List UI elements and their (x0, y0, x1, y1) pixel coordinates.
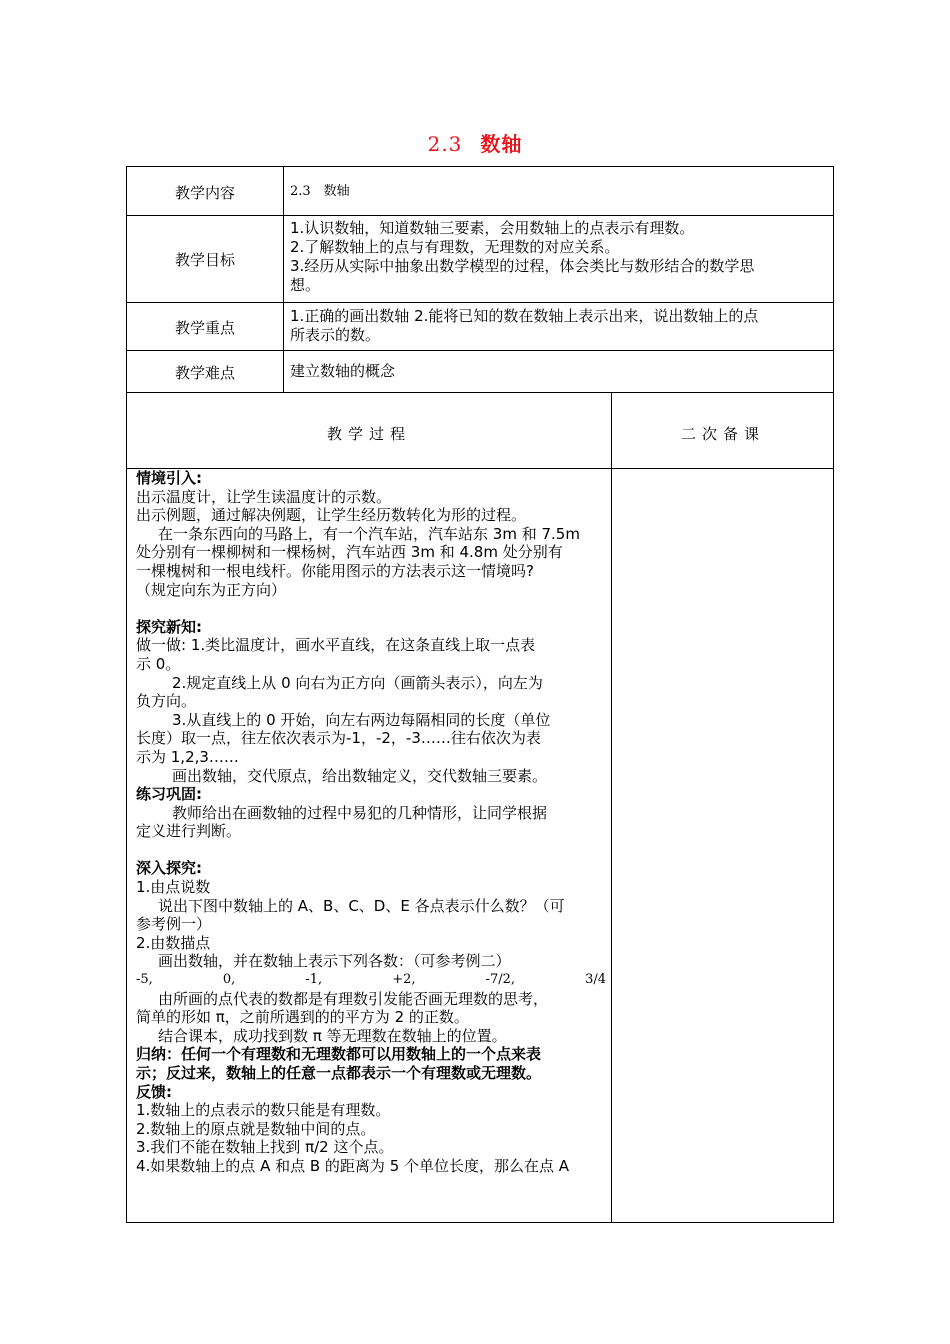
text-line: 出示例题，通过解决例题，让学生经历数转化为形的过程。 (136, 506, 527, 525)
label-key-points: 教学重点 (174, 319, 235, 337)
label-objectives: 教学目标 (174, 251, 235, 269)
label-content: 教学内容 (174, 184, 235, 202)
section-heading: 深入探究: (136, 859, 202, 878)
title-number: 2.3 (427, 132, 463, 156)
number-item: 0, (222, 972, 236, 988)
value-key-points (290, 307, 830, 345)
value-objectives (290, 219, 830, 295)
text-line: 做一做: 1.类比温度计，画水平直线，在这条直线上取一点表 (136, 636, 536, 655)
text-line: 说出下图中数轴上的 A、B、C、D、E 各点表示什么数？（可 (158, 896, 565, 915)
number-item: -1, (305, 972, 323, 988)
header-process: 教学过程 (326, 425, 411, 443)
number-item: +2, (392, 972, 416, 988)
text-line: 4.如果数轴上的点 A 和点 B 的距离为 5 个单位长度，那么在点 A (136, 1156, 570, 1175)
number-item: -5, (136, 972, 153, 988)
number-list (136, 971, 606, 990)
text-line: 示 0。 (136, 654, 181, 673)
text-line: 2.由数描点 (136, 933, 211, 952)
col-divider (611, 392, 612, 1222)
row-divider (127, 215, 833, 216)
text-line: 处分别有一棵柳树和一棵杨树，汽车站西 3m 和 4.8m 处分别有 (136, 543, 563, 562)
text-line: 画出数轴，交代原点，给出数轴定义，交代数轴三要素。 (172, 766, 548, 785)
text-line: 负方向。 (136, 692, 197, 711)
text-line: 画出数轴，并在数轴上表示下列各数：（可参考例二） (158, 952, 511, 971)
value-line: 3.经历从实际中抽象出数学模型的过程，体会类比与数形结合的数学思 (290, 257, 755, 275)
text-line: 结合课本，成功找到数 π 等无理数在数轴上的位置。 (158, 1026, 507, 1045)
value-content (290, 182, 830, 201)
text-line: 参考例一） (136, 915, 212, 934)
value-difficulties (290, 362, 830, 381)
row-divider (127, 350, 833, 351)
text-line: 简单的形如 π，之前所遇到的的平方为 2 的正数。 (136, 1008, 469, 1027)
text-line: 1.数轴上的点表示的数只能是有理数。 (136, 1101, 391, 1120)
value-line: 1.认识数轴，知道数轴三要素，会用数轴上的点表示有理数。 (290, 219, 695, 237)
text-line: 3.我们不能在数轴上找到 π/2 这个点。 (136, 1138, 394, 1157)
row-divider (127, 392, 833, 393)
process-content (136, 469, 606, 1176)
summary-line: 归纳：任何一个有理数和无理数都可以用数轴上的一个点来表 (136, 1045, 542, 1064)
text-line: 长度）取一点，往左依次表示为-1，-2，-3……往右依次为表 (136, 729, 541, 748)
text-line: 2.数轴上的原点就是数轴中间的点。 (136, 1119, 376, 1138)
text-line: 教师给出在画数轴的过程中易犯的几种情形，让同学根据 (172, 803, 548, 822)
value-line: 2.3 数轴 (290, 184, 350, 199)
number-item: -7/2, (485, 972, 515, 988)
title-text: 数轴 (480, 132, 523, 156)
text-line: 由所画的点代表的数都是有理数引发能否画无理数的思考， (158, 989, 549, 1008)
label-difficulties: 教学难点 (174, 364, 235, 382)
lesson-table (126, 166, 834, 1223)
value-line: 想。 (290, 276, 321, 294)
value-line: 2.了解数轴上的点与有理数，无理数的对应关系。 (290, 238, 620, 256)
row-divider (127, 302, 833, 303)
text-line: 一棵槐树和一根电线杆。你能用图示的方法表示这一情境吗? (136, 561, 534, 580)
text-line: 1.由点说数 (136, 878, 211, 897)
section-heading: 反馈: (136, 1082, 172, 1101)
value-line: 1.正确的画出数轴 2.能将已知的数在数轴上表示出来，说出数轴上的点 (290, 307, 759, 325)
text-line: 2.规定直线上从 0 向右为正方向（画箭头表示），向左为 (172, 673, 543, 692)
text-line: （规定向东为正方向） (136, 580, 287, 599)
text-line: 示为 1,2,3…… (136, 747, 239, 766)
value-line: 所表示的数。 (290, 326, 381, 344)
text-line: 定义进行判断。 (136, 822, 242, 841)
col-divider (283, 167, 284, 392)
section-heading: 探究新知: (136, 617, 202, 636)
page-title (0, 128, 950, 157)
header-second-prep: 二次备课 (680, 425, 765, 443)
summary-line: 示；反过来，数轴上的任意一点都表示一个有理数或无理数。 (136, 1064, 542, 1082)
text-line: 3.从直线上的 0 开始，向左右两边每隔相同的长度（单位 (172, 710, 551, 729)
section-heading: 练习巩固: (136, 785, 202, 804)
number-item: 3/4 (585, 972, 606, 988)
text-line: 在一条东西向的马路上，有一个汽车站，汽车站东 3m 和 7.5m (158, 524, 580, 543)
value-line: 建立数轴的概念 (290, 362, 396, 380)
section-heading: 情境引入: (136, 469, 202, 487)
text-line: 出示温度计，让学生读温度计的示数。 (136, 487, 392, 506)
